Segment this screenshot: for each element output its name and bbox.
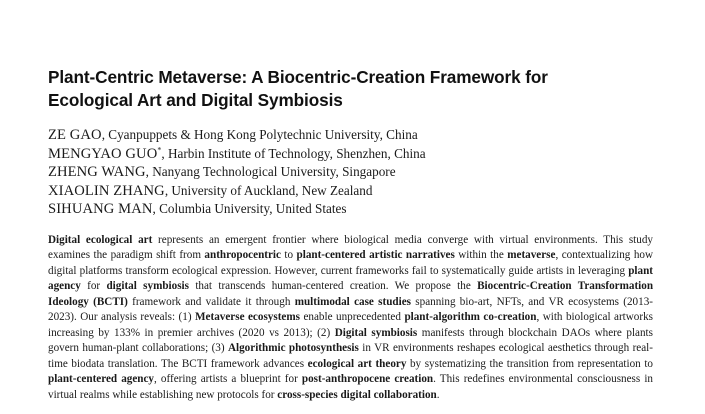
abstract-text: spanning bio-art, NFTs, and VR ecosystems (2013-2023). Our analysis reveals: (1): [48, 295, 653, 323]
abstract-text: that transcends human-centered creation. We propose the: [188, 280, 478, 292]
author-affiliation: University of Auckland, New Zealand: [171, 182, 373, 198]
paper-page: [48, 66, 653, 414]
abstract-keyword: Metaverse ecosystems: [195, 311, 300, 323]
abstract: [48, 233, 653, 404]
abstract-keyword: plant agency: [48, 264, 653, 292]
author-affiliation: Cyanpuppets & Hong Kong Polytechnic University, China: [108, 127, 418, 142]
abstract-keyword: post-anthropocene creation: [301, 373, 434, 385]
author-name: SIHUANG MAN: [48, 201, 153, 217]
abstract-keyword: plant-centered artistic narratives: [296, 249, 455, 261]
abstract-keyword: digital symbiosis: [106, 280, 189, 292]
abstract-text: enable unprecedented: [299, 311, 405, 323]
author-marker: *: [157, 145, 162, 155]
abstract-text: within the: [454, 249, 508, 261]
abstract-text: , contextualizing how digital platforms transform ecological expression. However, current frameworks fail to systematically guide artists in leveraging: [48, 249, 653, 277]
abstract-text: framework and validate it through: [127, 295, 295, 308]
author-name: ZHENG WANG: [48, 164, 146, 180]
abstract-keyword: cross-species digital collaboration: [277, 388, 437, 401]
abstract-keyword: Biocentric-Creation Transformation Ideology (BCTI): [48, 280, 654, 308]
abstract-text: manifests through blockchain DAOs where plants govern human-plant collaborations; (3): [48, 326, 653, 354]
title-line-1: Plant-Centric Metaverse: A Biocentric-Creation Framework for: [48, 67, 548, 87]
author-name: ZE GAO: [48, 127, 102, 143]
author-affiliation: Columbia University, United States: [159, 201, 347, 216]
author-entry: ZE GAO, Cyanpuppets & Hong Kong Polytechnic University, China: [48, 127, 418, 143]
abstract-text: . This redefines environmental consciousness in virtual realms while establishing new protocols for: [48, 373, 653, 401]
abstract-keyword: Digital symbiosis: [334, 326, 418, 339]
author-entry: XIAOLIN ZHANG, University of Auckland, New Zealand: [48, 182, 373, 199]
abstract-keyword: Algorithmic photosynthesis: [227, 342, 359, 354]
author-entry: ZHENG WANG, Nanyang Technological University, Singapore: [48, 164, 396, 180]
abstract-text: , offering artists a blueprint for: [154, 373, 302, 385]
abstract-text: represents an emergent frontier where biological media converge with virtual environments. This study examines the paradigm shift from: [48, 233, 653, 261]
abstract-keyword: multimodal case studies: [294, 295, 411, 308]
abstract-keyword: anthropocentric: [204, 249, 281, 261]
abstract-text: by systematizing the transition from representation to: [406, 357, 653, 370]
abstract-keyword: metaverse: [507, 249, 556, 261]
abstract-keyword: plant-algorithm co-creation: [404, 311, 537, 323]
abstract-keyword: plant-centered agency: [48, 373, 155, 385]
author-entry: SIHUANG MAN, Columbia University, United States: [48, 201, 347, 217]
abstract-keyword: ecological art theory: [307, 357, 407, 370]
abstract-text: .: [436, 388, 440, 401]
author-name: XIAOLIN ZHANG: [48, 182, 165, 199]
title-line-2: Ecological Art and Digital Symbiosis: [48, 90, 343, 110]
author-list: [48, 126, 653, 219]
author-entry: MENGYAO GUO*, Harbin Institute of Technology, Shenzhen, China: [48, 145, 426, 162]
author-affiliation: Harbin Institute of Technology, Shenzhen, China: [167, 145, 426, 161]
abstract-text: in VR environments reshapes ecological aesthetics through real-time biodata translation. The BCTI framework advances: [48, 342, 653, 370]
abstract-keyword: Digital ecological art: [48, 233, 153, 246]
author-affiliation: Nanyang Technological University, Singapore: [152, 164, 396, 179]
author-name: MENGYAO GUO: [48, 145, 158, 162]
abstract-text: , with biological artworks increasing by 133% in premier archives (2020 vs 2013); (2): [48, 311, 653, 339]
abstract-text: to: [280, 249, 297, 261]
abstract-text: for: [80, 280, 107, 292]
paper-title: [48, 66, 653, 112]
